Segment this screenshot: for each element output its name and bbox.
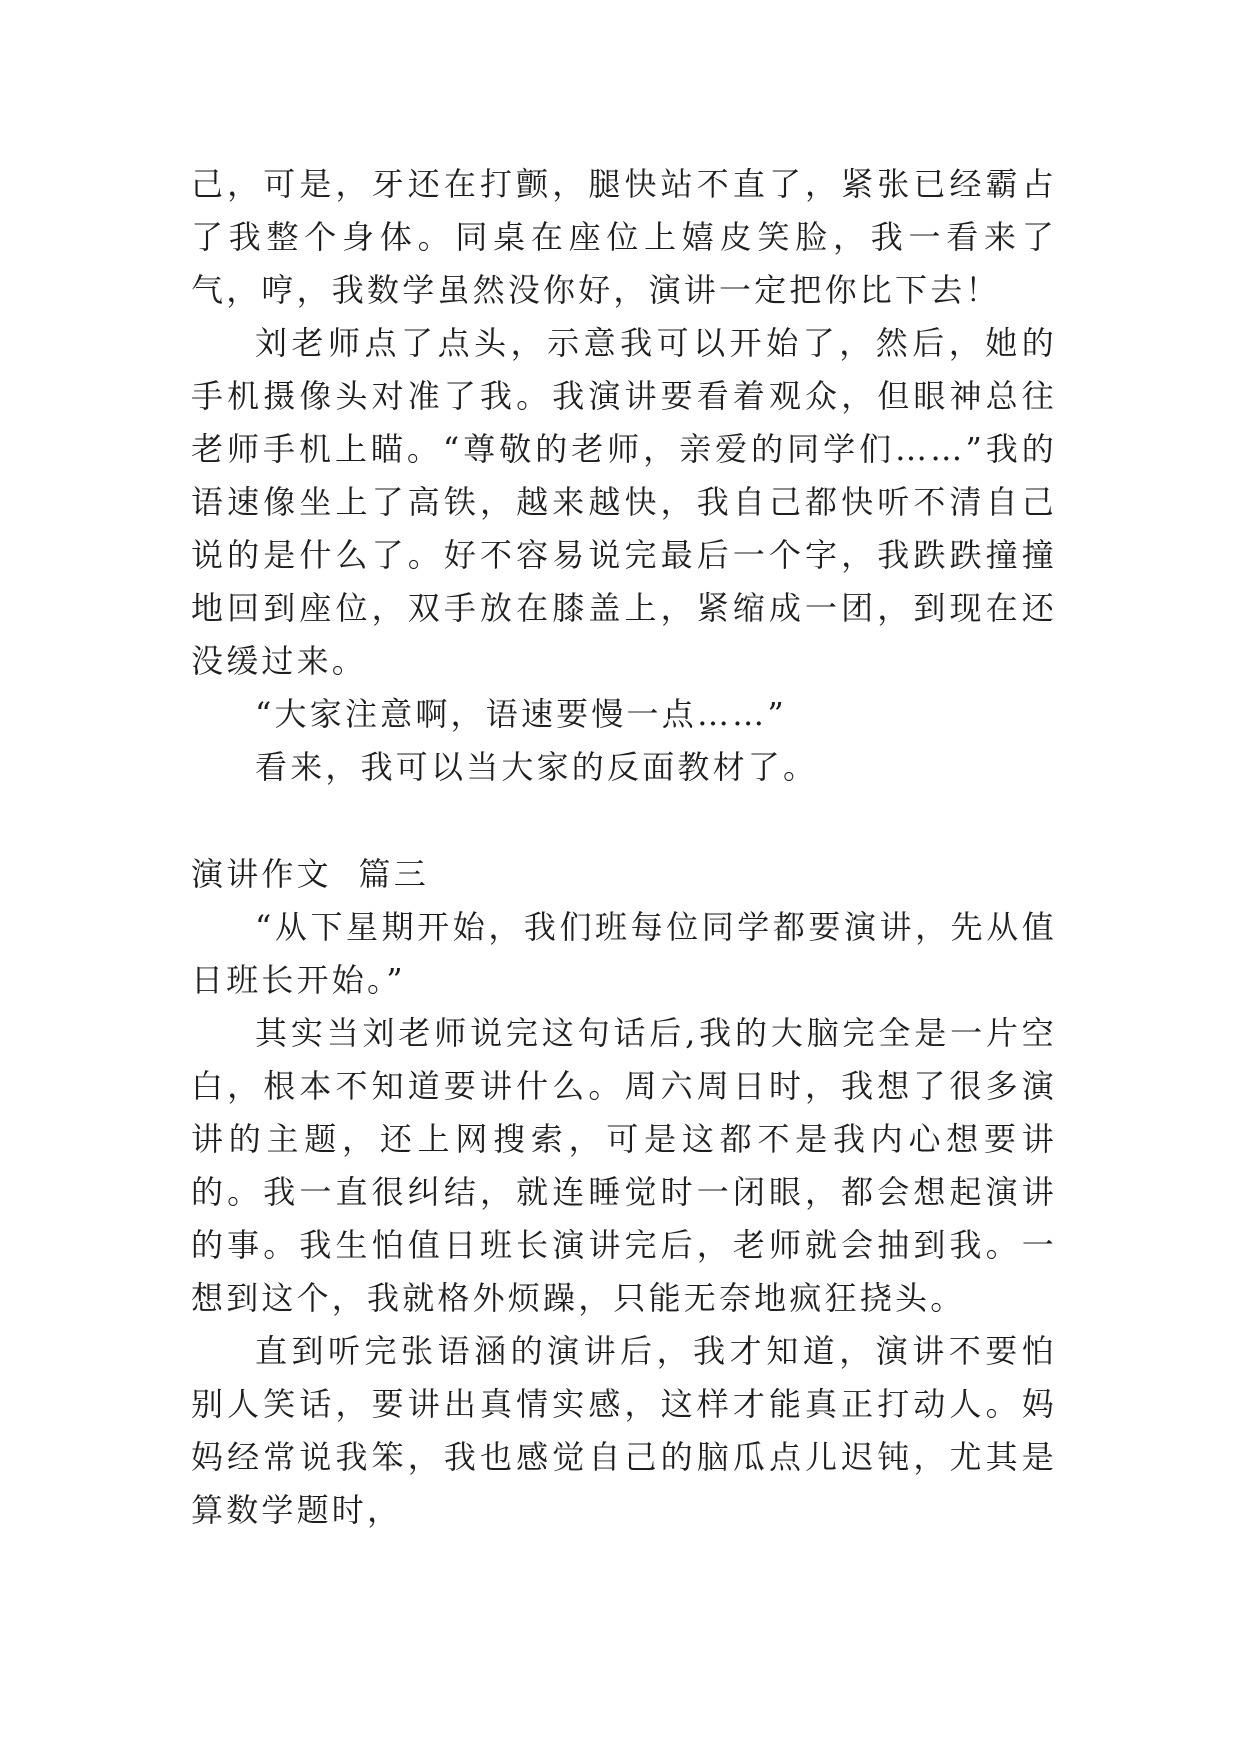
paragraph-worry: 其实当刘老师说完这句话后,我的大脑完全是一片空白，根本不知道要讲什么。周六周日时，我想了很多演讲的主题，还上网搜索，可是这都不是我内心想要讲的。我一直很纠结，就连睡觉时一闭眼，都会想起演讲的事。我生怕值日班长演讲完后，老师就会抽到我。一想到这个，我就格外烦躁，只能无奈地疯狂挠头。 [191,1014,1057,1317]
section-heading: 演讲作文 篇三 [191,855,429,893]
paragraph-speech-performance: 刘老师点了点头，示意我可以开始了，然后，她的手机摄像头对准了我。我演讲要看着观众，但眼神总往老师手机上瞄。“尊敬的老师，亲爱的同学们……”我的语速像坐上了高铁，越来越快，我自己都快听不清自己说的是什么了。好不容易说完最后一个字，我跌跌撞撞地回到座位，双手放在膝盖上，紧缩成一团，到现在还没缓过来。 [191,324,1057,680]
paragraph-realization: 直到听完张语涵的演讲后，我才知道，演讲不要怕别人笑话，要讲出真情实感，这样才能真正打动人。妈妈经常说我笨，我也感觉自己的脑瓜点儿迟钝，尤其是算数学题时， [191,1332,1057,1529]
paragraph-conclusion: 看来，我可以当大家的反面教材了。 [255,748,819,786]
paragraph-teacher-quote: “大家注意啊，语速要慢一点……” [255,695,787,733]
paragraph-announcement-quote: “从下星期开始，我们班每位同学都要演讲，先从值日班长开始。” [191,908,1057,999]
paragraph-continuation: 己，可是，牙还在打颤，腿快站不直了，紧张已经霸占了我整个身体。同桌在座位上嬉皮笑脸，我一看来了气，哼，我数学虽然没你好，演讲一定把你比下去！ [191,165,1057,309]
section-spacer [191,794,1057,848]
essay-body [191,158,1057,1537]
